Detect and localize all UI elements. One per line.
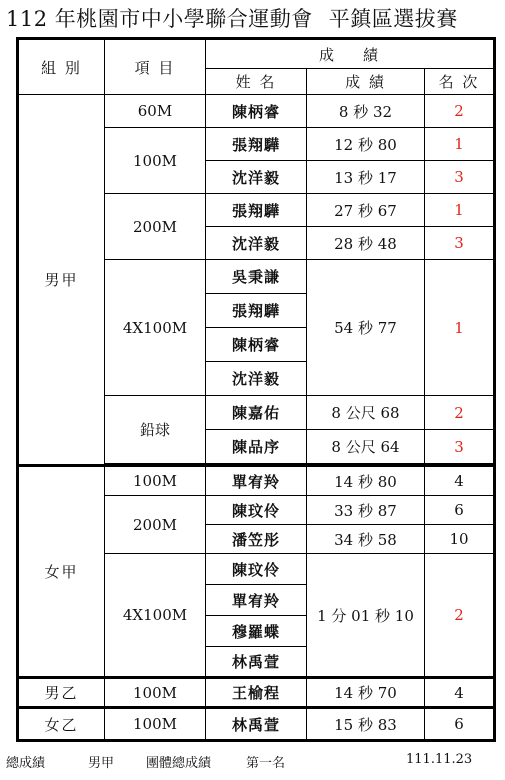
event-name: 4X100M [105, 554, 206, 678]
group-label: 女甲 [18, 466, 105, 678]
rank-value: 3 [425, 161, 495, 194]
athlete-name: 陳品序 [206, 430, 307, 464]
result-value: 54 秒 77 [307, 260, 425, 396]
athlete-name: 陳玟伶 [206, 496, 307, 525]
athlete-name: 單宥羚 [206, 585, 307, 616]
header-name: 姓 名 [206, 69, 307, 95]
athlete-name: 林禹萱 [206, 647, 307, 678]
event-name: 100M [105, 128, 206, 194]
results-table [16, 37, 496, 742]
title-main: 112 年桃園市中小學聯合運動會 [6, 7, 313, 31]
table-row [18, 708, 495, 741]
athlete-name: 張翔驊 [206, 194, 307, 227]
result-value: 33 秒 87 [307, 496, 425, 525]
rank-value: 2 [425, 554, 495, 678]
event-name: 100M [105, 678, 206, 708]
rank-value: 3 [425, 430, 495, 464]
event-name: 4X100M [105, 260, 206, 396]
rank-value: 4 [425, 678, 495, 708]
result-value: 8 公尺 68 [307, 396, 425, 430]
footer-label: 總成績 [6, 756, 46, 771]
result-value: 15 秒 83 [307, 708, 425, 741]
footer-date: 111.11.23 [406, 752, 473, 767]
rank-value: 2 [425, 95, 495, 128]
rank-value: 2 [425, 396, 495, 430]
event-name: 200M [105, 194, 206, 260]
result-value: 12 秒 80 [307, 128, 425, 161]
rank-value: 1 [425, 260, 495, 396]
result-value: 8 公尺 64 [307, 430, 425, 464]
event-name: 鉛球 [105, 396, 206, 464]
header-rank: 名 次 [425, 69, 495, 95]
athlete-name: 沈洋毅 [206, 161, 307, 194]
athlete-name: 陳柄睿 [206, 328, 307, 362]
footer-place: 第一名 [246, 756, 286, 771]
result-value: 28 秒 48 [307, 227, 425, 260]
result-value: 14 秒 70 [307, 678, 425, 708]
result-value: 13 秒 17 [307, 161, 425, 194]
table-row [18, 95, 495, 128]
athlete-name: 王榆程 [206, 678, 307, 708]
rank-value: 10 [425, 525, 495, 554]
athlete-name: 陳玟伶 [206, 554, 307, 585]
athlete-name: 林禹萱 [206, 708, 307, 741]
rank-value: 6 [425, 708, 495, 741]
athlete-name: 沈洋毅 [206, 227, 307, 260]
rank-value: 1 [425, 128, 495, 161]
result-value: 27 秒 67 [307, 194, 425, 227]
result-value: 1 分 01 秒 10 [307, 554, 425, 678]
event-name: 100M [105, 466, 206, 496]
table-row [18, 466, 495, 496]
footer-category: 團體總成績 [146, 756, 212, 771]
header-event: 項 目 [105, 39, 206, 95]
athlete-name: 張翔驊 [206, 128, 307, 161]
athlete-name: 穆羅蝶 [206, 616, 307, 647]
group-label: 女乙 [18, 708, 105, 741]
header-result-group: 成 績 [206, 39, 495, 69]
result-value: 34 秒 58 [307, 525, 425, 554]
athlete-name: 吳秉謙 [206, 260, 307, 294]
athlete-name: 陳嘉佑 [206, 396, 307, 430]
athlete-name: 陳柄睿 [206, 95, 307, 128]
table-row [18, 678, 495, 708]
athlete-name: 潘笠彤 [206, 525, 307, 554]
event-name: 200M [105, 496, 206, 554]
header-result: 成 績 [307, 69, 425, 95]
group-label: 男乙 [18, 678, 105, 708]
rank-value: 3 [425, 227, 495, 260]
page-title [6, 3, 458, 33]
footer-group: 男甲 [88, 756, 115, 771]
event-name: 60M [105, 95, 206, 128]
title-sub: 平鎮區選拔賽 [328, 7, 458, 31]
result-value: 8 秒 32 [307, 95, 425, 128]
header-group: 組 別 [18, 39, 105, 95]
athlete-name: 張翔驊 [206, 294, 307, 328]
rank-value: 1 [425, 194, 495, 227]
group-label: 男甲 [18, 95, 105, 466]
athlete-name: 沈洋毅 [206, 362, 307, 396]
athlete-name: 單宥羚 [206, 466, 307, 496]
rank-value: 4 [425, 466, 495, 496]
result-value: 14 秒 80 [307, 466, 425, 496]
event-name: 100M [105, 708, 206, 741]
rank-value: 6 [425, 496, 495, 525]
